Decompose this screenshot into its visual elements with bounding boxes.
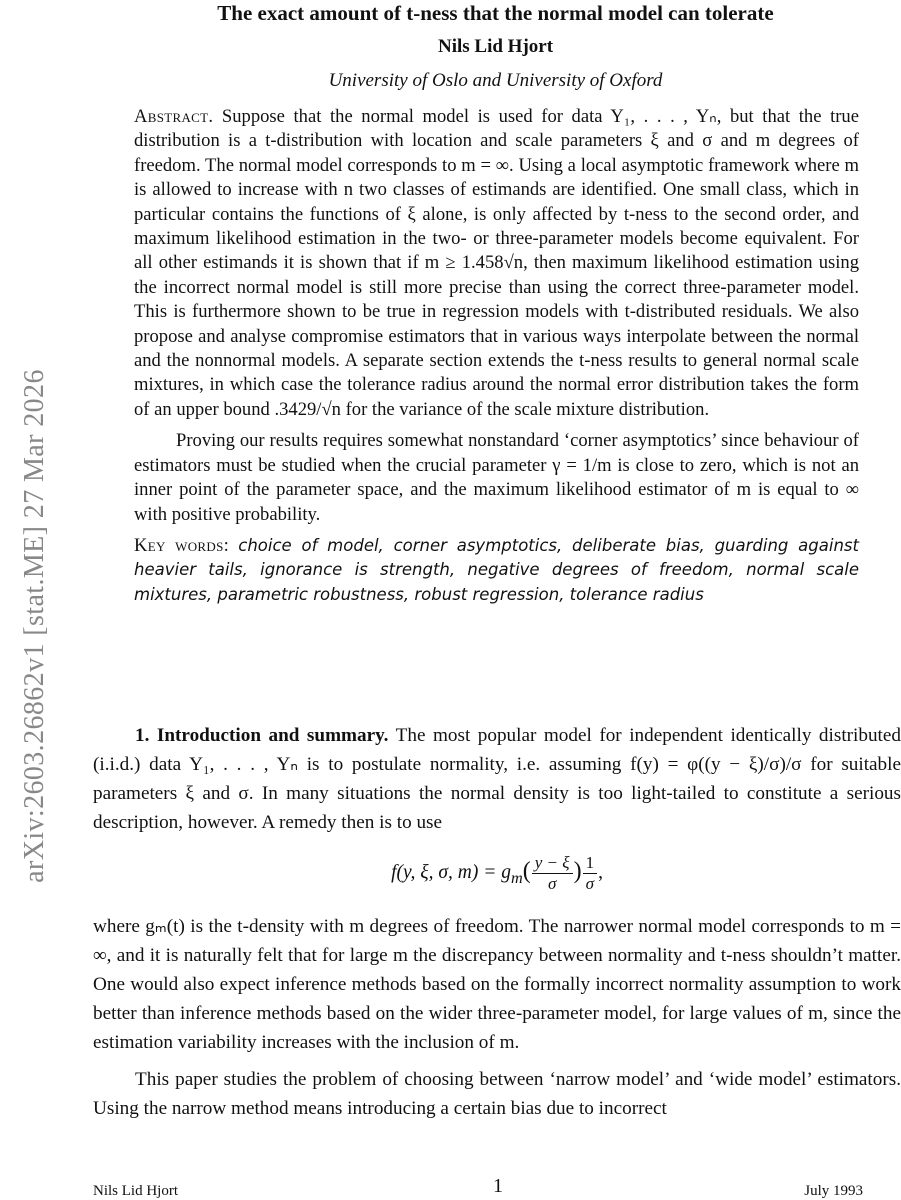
equation-fraction-1: $\frac{y - \xi}{\sigma}$ [532,853,573,894]
section-heading: 1. Introduction and summary. [135,725,389,746]
keywords [134,534,859,607]
abstract [134,105,859,607]
keywords-text: choice of model, corner asymptotics, deliberate bias, guarding against heavier tails, ignorance is strength, negative degrees of freedom, normal scale mixtures, parametric robustness, robust regression, tolerance radius [134,535,859,604]
equation-fraction-2: $\frac{1}{\sigma}$ [583,853,598,894]
display-equation: f(y, ξ, σ, $m) = g_m$( $\frac{y - \xi}{\sigma}$ ) $\frac{1}{\sigma}$ , [391,853,603,893]
abstract-paragraph-2: Proving our results requires somewhat nonstandard ‘corner asymptotics’ since behaviour of estimators must be studied when the crucial parameter γ = 1/m is close to zero, which is not an inner point of the parameter space, and the maximum likelihood estimator of m is equal to ∞ with positive probability. [134,430,859,525]
equation-subscript: m [511,868,523,887]
affiliation: University of Oslo and University of Oxford [328,70,663,91]
footer-date: July 1993 [804,1183,863,1199]
arxiv-stamp: arXiv:2603.26862v1 [stat.ME] 27 Mar 2026 [19,369,50,883]
abstract-label: Abstract. [134,106,214,127]
footer-author: Nils Lid Hjort [93,1183,178,1199]
section-introduction [93,721,901,1123]
author-name: Nils Lid Hjort [437,36,554,57]
intro-text-1: The most popular model for independent identically distributed (i.i.d.) data Y₁, . . . , Yₙ is to postulate normality, i.e. assuming f(y) = φ((y − ξ)/σ)/σ for suitable parameters ξ and σ. In many situations the normal density is too light-tailed to constitute a serious description, however. A remedy then is to use [93,725,901,833]
intro-paragraph-1 [93,721,901,837]
abstract-paragraph-1 [134,105,859,422]
paper-title: The exact amount of t-ness that the normal model can tolerate [217,1,774,25]
abstract-text-1: Suppose that the normal model is used for data Y₁, . . . , Yₙ, but that the true distribution is a t-distribution with location and scale parameters ξ and σ and m degrees of freedom. The normal model corresponds to m = ∞. Using a local asymptotic framework where m is allowed to increase with n two classes of estimands are identified. One small class, which in particular contains the functions of ξ alone, is only affected by t-ness to the second order, and maximum likelihood estimation in the two- or three-parameter models become equivalent. For all other estimands it is shown that if m ≥ 1.458√n, then maximum likelihood estimation using the incorrect normal model is still more precise than using the correct three-parameter model. This is furthermore shown to be true in regression models with t-distributed residuals. We also propose and analyse compromise estimators that in various ways interpolate between the normal and the nonnormal models. A separate section extends the t-ness results to general normal scale mixtures, in which case the tolerance radius around the normal error distribution takes the form of an upper bound .3429/√n for the variance of the scale mixture distribution. [134,106,859,420]
equation-lhs: f(y, ξ, σ, m) = g [391,861,512,883]
intro-paragraph-3: This paper studies the problem of choosing between ‘narrow model’ and ‘wide model’ estimators. Using the narrow method means introducing a certain bias due to incorrect [93,1069,901,1119]
page-number: 1 [493,1175,503,1197]
keywords-label: Key words: [134,534,230,556]
intro-paragraph-2: where gₘ(t) is the t-density with m degrees of freedom. The narrower normal model corresponds to m = ∞, and it is naturally felt that for large m the discrepancy between normality and t-ness shouldn’t matter. One would also expect inference methods based on the formally incorrect normality assumption to work better than inference methods based on the wider three-parameter model, for large values of m, since the estimation variability increases with the inclusion of m. [93,916,901,1053]
